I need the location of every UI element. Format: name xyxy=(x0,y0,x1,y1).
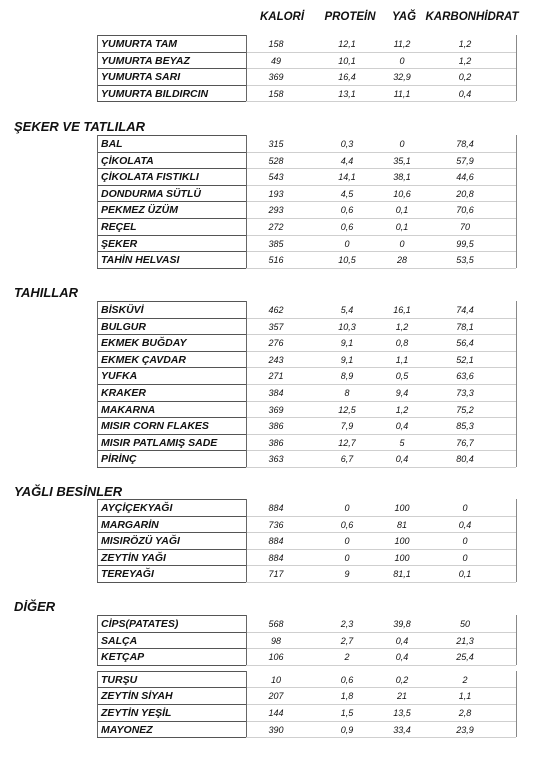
protein-value: 0,6 xyxy=(340,674,354,685)
protein-value: 0,6 xyxy=(340,519,354,530)
table-row xyxy=(97,418,516,435)
table-row xyxy=(97,36,516,53)
food-name: EKMEK BUĞDAY xyxy=(101,337,187,350)
calorie-value: 516 xyxy=(268,255,284,266)
calorie-value: 528 xyxy=(268,155,284,166)
protein-value: 8,9 xyxy=(340,371,354,382)
table-row xyxy=(97,252,516,269)
calorie-value: 315 xyxy=(268,139,284,149)
food-name: PEKMEZ ÜZÜM xyxy=(101,204,178,217)
calorie-value: 271 xyxy=(268,371,284,382)
calorie-value: 884 xyxy=(268,503,284,513)
header-kalori: KALORİ xyxy=(259,11,305,23)
food-name: PİRİNÇ xyxy=(101,453,137,466)
carb-value: 1,2 xyxy=(458,55,472,66)
fat-value: 11,1 xyxy=(393,88,411,99)
table-row xyxy=(97,722,516,739)
fat-value: 0 xyxy=(399,139,405,149)
fat-value: 81,1 xyxy=(393,569,411,580)
fat-value: 33,4 xyxy=(393,724,411,735)
fat-value: 0,8 xyxy=(395,338,409,349)
section-title: YAĞLI BESİNLER xyxy=(14,484,123,499)
carb-value: 70,6 xyxy=(456,205,474,216)
table-row xyxy=(97,672,516,689)
food-name: ZEYTİN SİYAH xyxy=(101,690,173,703)
calorie-value: 386 xyxy=(268,421,284,432)
fat-value: 100 xyxy=(394,536,410,547)
food-name: AYÇİÇEKYAĞI xyxy=(101,502,173,514)
table-border xyxy=(246,35,247,101)
fat-value: 1,1 xyxy=(395,354,409,365)
table-border xyxy=(97,135,98,268)
table-row xyxy=(97,616,516,633)
fat-value: 1,2 xyxy=(395,321,409,332)
carb-value: 76,7 xyxy=(456,437,474,448)
calorie-value: 158 xyxy=(268,88,284,99)
carb-value: 0 xyxy=(462,536,468,547)
protein-value: 9,1 xyxy=(340,354,354,365)
carb-value: 0,1 xyxy=(458,569,472,580)
carb-value: 85,3 xyxy=(456,421,474,432)
row-border xyxy=(246,665,516,666)
calorie-value: 462 xyxy=(268,305,284,315)
fat-value: 21 xyxy=(396,691,407,702)
food-name: MISIRÖZÜ YAĞI xyxy=(101,535,180,548)
carb-value: 50 xyxy=(459,619,470,629)
table-row xyxy=(97,153,516,170)
calorie-value: 386 xyxy=(268,437,284,448)
header-yag: YAĞ xyxy=(391,11,417,23)
calorie-value: 363 xyxy=(268,454,284,465)
food-name: MISIR CORN FLAKES xyxy=(101,420,209,433)
row-border xyxy=(246,467,516,468)
table-row xyxy=(97,705,516,722)
calorie-value: 144 xyxy=(268,708,284,718)
table-row xyxy=(97,136,516,153)
calorie-value: 390 xyxy=(268,724,284,735)
protein-value: 7,9 xyxy=(340,421,354,432)
calorie-value: 193 xyxy=(268,188,284,199)
fat-value: 81 xyxy=(396,519,407,530)
table-row xyxy=(97,69,516,86)
table-row xyxy=(97,302,516,319)
food-name: BİSKÜVİ xyxy=(101,304,144,316)
carb-value: 53,5 xyxy=(456,255,474,266)
table-border xyxy=(516,615,517,665)
row-border xyxy=(246,268,516,269)
fat-value: 16,1 xyxy=(393,305,411,315)
table-border xyxy=(516,301,517,467)
carb-value: 78,4 xyxy=(456,139,474,149)
table-row xyxy=(97,500,516,517)
carb-value: 70 xyxy=(459,222,470,232)
food-name: DONDURMA SÜTLÜ xyxy=(101,187,201,200)
fat-value: 35,1 xyxy=(393,155,411,166)
table-row xyxy=(97,186,516,203)
carb-value: 73,3 xyxy=(456,388,474,398)
carb-value: 20,8 xyxy=(456,188,474,199)
calorie-value: 243 xyxy=(268,354,284,365)
protein-value: 0 xyxy=(344,238,350,249)
section-title: ŞEKER VE TATLILAR xyxy=(14,119,145,134)
row-border xyxy=(246,101,516,102)
carb-value: 63,6 xyxy=(456,371,474,382)
protein-value: 14,1 xyxy=(338,172,356,183)
protein-value: 12,7 xyxy=(338,437,356,448)
protein-value: 4,5 xyxy=(340,188,354,199)
calorie-value: 10 xyxy=(270,674,281,685)
food-name: ZEYTİN YAĞI xyxy=(101,551,166,564)
carb-value: 21,3 xyxy=(456,635,474,646)
section-title: TAHILLAR xyxy=(14,285,79,300)
food-name: BULGUR xyxy=(101,320,146,333)
fat-value: 28 xyxy=(396,255,407,266)
fat-value: 9,4 xyxy=(395,388,409,398)
table-row xyxy=(97,352,516,369)
table-row xyxy=(97,368,516,385)
carb-value: 2 xyxy=(462,674,468,685)
protein-value: 0 xyxy=(344,552,350,563)
table-row xyxy=(97,385,516,402)
table-border xyxy=(246,301,247,467)
carb-value: 75,2 xyxy=(456,404,474,415)
fat-value: 100 xyxy=(394,503,410,513)
table-row xyxy=(97,688,516,705)
table-border xyxy=(97,671,98,737)
food-name: YUMURTA TAM xyxy=(101,38,178,50)
protein-value: 4,4 xyxy=(340,155,354,166)
protein-value: 10,5 xyxy=(338,255,356,266)
protein-value: 0,9 xyxy=(340,724,354,735)
calorie-value: 276 xyxy=(268,338,284,349)
calorie-value: 568 xyxy=(268,619,284,629)
calorie-value: 293 xyxy=(268,205,284,216)
calorie-value: 49 xyxy=(270,55,281,66)
protein-value: 0,3 xyxy=(340,139,354,149)
protein-value: 6,7 xyxy=(340,454,354,465)
fat-value: 0,1 xyxy=(395,222,409,232)
food-name: ÇİKOLATA FISTIKLI xyxy=(101,171,199,184)
calorie-value: 369 xyxy=(268,72,284,83)
protein-value: 12,5 xyxy=(338,404,356,415)
table-row xyxy=(97,566,516,583)
fat-value: 39,8 xyxy=(393,619,411,629)
table-row xyxy=(97,435,516,452)
carb-value: 78,1 xyxy=(456,321,474,332)
table-row xyxy=(97,550,516,567)
calorie-value: 207 xyxy=(268,691,284,702)
table-row xyxy=(97,533,516,550)
row-border xyxy=(97,268,246,269)
calorie-value: 98 xyxy=(270,635,281,646)
fat-value: 0,5 xyxy=(395,371,409,382)
food-name: YUFKA xyxy=(101,370,138,383)
food-name: MARGARİN xyxy=(101,518,159,531)
food-name: ÇİKOLATA xyxy=(101,154,154,167)
table-border xyxy=(516,135,517,268)
protein-value: 1,8 xyxy=(340,691,354,702)
protein-value: 10,3 xyxy=(338,321,356,332)
fat-value: 32,9 xyxy=(393,72,411,83)
table-row xyxy=(97,633,516,650)
food-name: CİPS(PATATES) xyxy=(101,618,179,630)
table-row xyxy=(97,319,516,336)
row-border xyxy=(97,467,246,468)
section-title: DİĞER xyxy=(14,599,56,614)
fat-value: 0,4 xyxy=(395,421,409,432)
calorie-value: 717 xyxy=(268,569,284,580)
row-border xyxy=(246,582,516,583)
table-border xyxy=(246,671,247,737)
carb-value: 1,2 xyxy=(458,39,472,49)
food-name: YUMURTA SARI xyxy=(101,71,181,84)
table-row xyxy=(97,649,516,666)
food-name: MISIR PATLAMIŞ SADE xyxy=(101,436,218,449)
row-border xyxy=(246,737,516,738)
fat-value: 0,4 xyxy=(395,454,409,465)
carb-value: 99,5 xyxy=(456,238,474,249)
protein-value: 9 xyxy=(344,569,350,580)
carb-value: 0,4 xyxy=(458,88,472,99)
table-row xyxy=(97,86,516,103)
carb-value: 44,6 xyxy=(456,172,474,183)
header-protein: PROTEİN xyxy=(324,11,376,23)
table-border xyxy=(97,499,98,582)
food-name: KETÇAP xyxy=(101,651,145,664)
header-karbonhidrat: KARBONHİDRAT xyxy=(425,11,519,23)
calorie-value: 384 xyxy=(268,388,284,398)
protein-value: 2,3 xyxy=(340,619,354,629)
table-border xyxy=(246,499,247,582)
protein-value: 0,6 xyxy=(340,205,354,216)
table-row xyxy=(97,451,516,468)
fat-value: 11,2 xyxy=(393,39,411,49)
fat-value: 38,1 xyxy=(393,172,411,183)
fat-value: 5 xyxy=(399,437,405,448)
carb-value: 25,4 xyxy=(456,652,474,663)
fat-value: 0,1 xyxy=(395,205,409,216)
table-border xyxy=(516,35,517,101)
calorie-value: 106 xyxy=(268,652,284,663)
carb-value: 1,1 xyxy=(458,691,472,702)
carb-value: 0 xyxy=(462,552,468,563)
table-border xyxy=(246,615,247,665)
table-border xyxy=(97,615,98,665)
food-name: MAKARNA xyxy=(101,403,156,416)
table-row xyxy=(97,517,516,534)
food-name: MAYONEZ xyxy=(101,723,153,736)
fat-value: 1,2 xyxy=(395,404,409,415)
carb-value: 80,4 xyxy=(456,454,474,465)
protein-value: 0 xyxy=(344,536,350,547)
food-name: ZEYTİN YEŞİL xyxy=(101,707,172,719)
protein-value: 9,1 xyxy=(340,338,354,349)
protein-value: 1,5 xyxy=(340,708,354,718)
calorie-value: 357 xyxy=(268,321,284,332)
protein-value: 0,6 xyxy=(340,222,354,232)
carb-value: 56,4 xyxy=(456,338,474,349)
table-border xyxy=(97,301,98,467)
fat-value: 100 xyxy=(394,552,410,563)
row-border xyxy=(97,665,246,666)
protein-value: 5,4 xyxy=(340,305,354,315)
food-name: TAHİN HELVASI xyxy=(101,254,180,267)
carb-value: 74,4 xyxy=(456,305,474,315)
protein-value: 10,1 xyxy=(338,55,356,66)
fat-value: 0 xyxy=(399,238,405,249)
table-row xyxy=(97,219,516,236)
protein-value: 12,1 xyxy=(338,39,356,49)
food-name: TEREYAĞI xyxy=(101,568,154,581)
calorie-value: 158 xyxy=(268,39,284,49)
row-border xyxy=(97,101,246,102)
fat-value: 13,5 xyxy=(393,708,411,718)
food-name: YUMURTA BEYAZ xyxy=(101,54,190,67)
row-border xyxy=(97,582,246,583)
calorie-value: 884 xyxy=(268,552,284,563)
protein-value: 16,4 xyxy=(338,72,356,83)
carb-value: 0,2 xyxy=(458,72,472,83)
carb-value: 0,4 xyxy=(458,519,472,530)
food-name: SALÇA xyxy=(101,634,138,647)
protein-value: 2,7 xyxy=(340,635,354,646)
fat-value: 0,2 xyxy=(395,674,409,685)
calorie-value: 736 xyxy=(268,519,284,530)
table-border xyxy=(516,499,517,582)
table-border xyxy=(246,135,247,268)
food-name: EKMEK ÇAVDAR xyxy=(101,353,186,366)
calorie-value: 884 xyxy=(268,536,284,547)
fat-value: 0 xyxy=(399,55,405,66)
table-border xyxy=(516,671,517,737)
protein-value: 2 xyxy=(344,652,350,663)
table-border xyxy=(97,35,98,101)
fat-value: 10,6 xyxy=(393,188,411,199)
table-row xyxy=(97,402,516,419)
protein-value: 8 xyxy=(344,388,350,398)
food-name: KRAKER xyxy=(101,387,146,399)
food-name: REÇEL xyxy=(101,221,137,233)
food-name: ŞEKER xyxy=(101,237,138,250)
fat-value: 0,4 xyxy=(395,635,409,646)
food-name: TURŞU xyxy=(101,673,138,686)
table-row xyxy=(97,236,516,253)
protein-value: 0 xyxy=(344,503,350,513)
calorie-value: 272 xyxy=(268,222,284,232)
carb-value: 57,9 xyxy=(456,155,474,166)
carb-value: 2,8 xyxy=(458,708,472,718)
table-row xyxy=(97,335,516,352)
table-row xyxy=(97,53,516,70)
table-row xyxy=(97,169,516,186)
fat-value: 0,4 xyxy=(395,652,409,663)
calorie-value: 543 xyxy=(268,172,284,183)
food-name: YUMURTA BILDIRCIN xyxy=(101,87,209,100)
protein-value: 13,1 xyxy=(338,88,356,99)
table-row xyxy=(97,202,516,219)
calorie-value: 369 xyxy=(268,404,284,415)
carb-value: 23,9 xyxy=(456,724,474,735)
carb-value: 0 xyxy=(462,503,468,513)
food-name: BAL xyxy=(101,138,123,150)
carb-value: 52,1 xyxy=(456,354,474,365)
calorie-value: 385 xyxy=(268,238,284,249)
row-border xyxy=(97,737,246,738)
